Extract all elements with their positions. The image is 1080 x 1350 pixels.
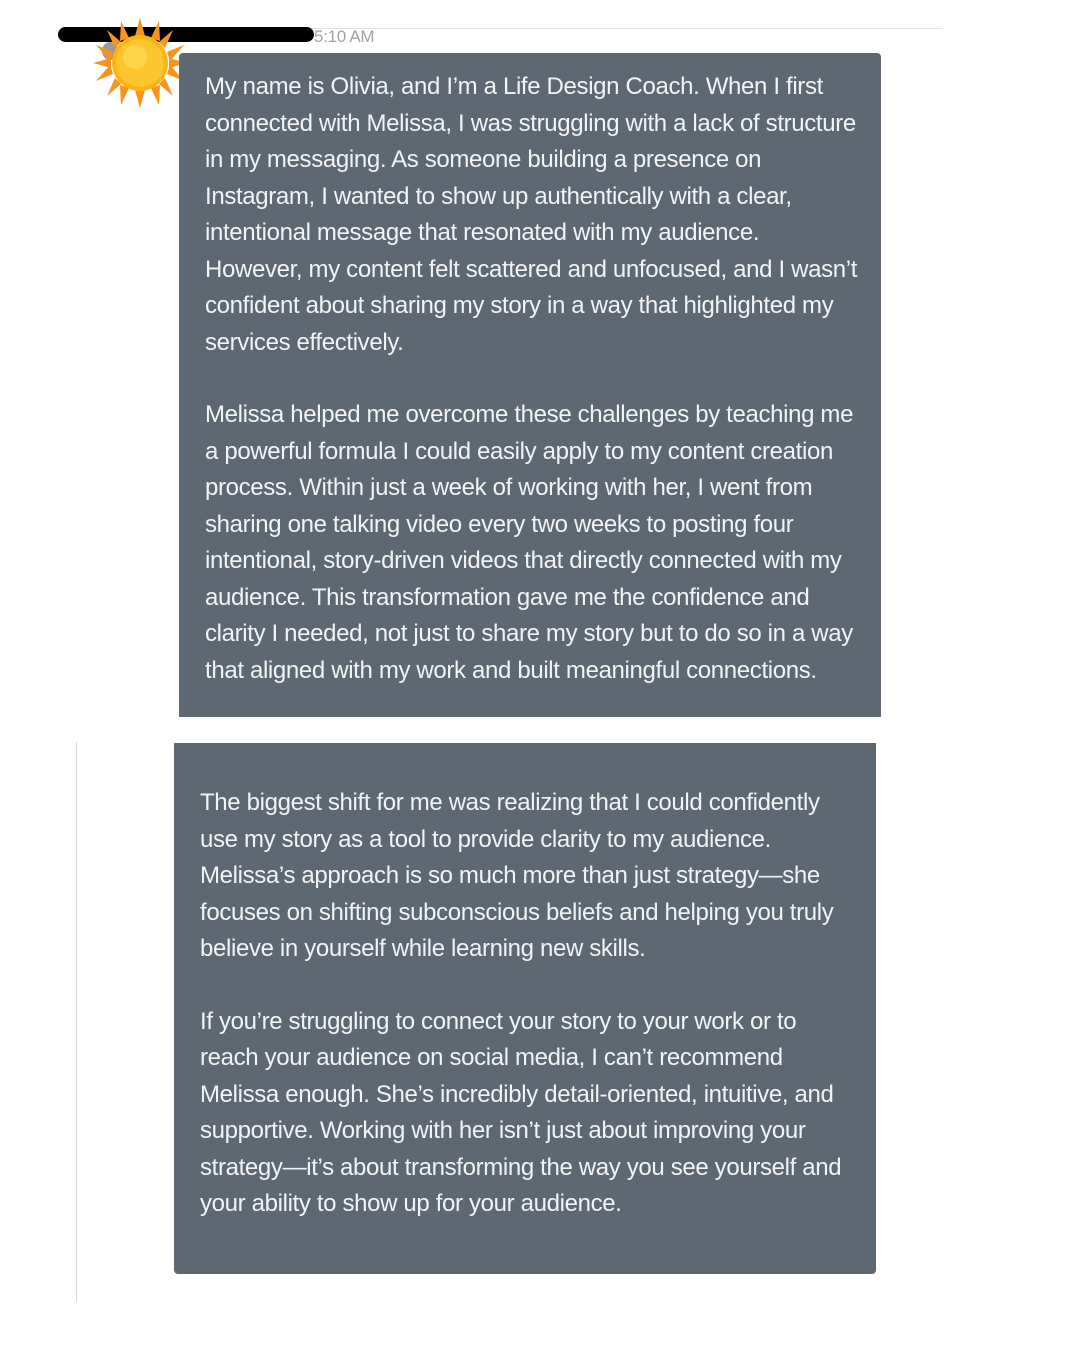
message-paragraph: My name is Olivia, and I’m a Life Design Coach. When I first connected with Melissa, I was struggling with a lack of structure in my messaging. As someone building a presence on Instagram, I wanted to show up authentically with a clear, intentional message that resonated with my audience. However, my content felt scattered and unfocused, and I wasn’t confident about sharing my story in a way that highlighted my services effectively. [205, 73, 858, 356]
header-divider [300, 28, 943, 29]
message-bubble [174, 743, 876, 1274]
sun-sticker-icon [93, 18, 187, 108]
message-timestamp: 5:10 AM [314, 27, 375, 46]
message-bubble [179, 53, 881, 717]
message-paragraph: If you’re struggling to connect your story to your work or to reach your audience on social media, I can’t recommend Melissa enough. She’s incredibly detail-oriented, intuitive, and supportive. Working with her isn’t just about improving your strategy—it’s about transforming the way you see yourself and your ability to show up for your audience. [200, 1007, 842, 1217]
message-paragraph: Melissa helped me overcome these challenges by teaching me a powerful formula I could easily apply to my content creation process. Within just a week of working with her, I went from sharing one talking video every two weeks to posting four intentional, story-driven videos that directly connected with my audience. This transformation gave me the confidence and clarity I needed, not just to share my story but to do so in a way that aligned with my work and built meaningful connections. [205, 401, 854, 684]
message-paragraph: The biggest shift for me was realizing that I could confidently use my story as a tool to provide clarity to my audience. Melissa’s approach is so much more than just strategy—she focuses on shifting subconscious beliefs and helping you truly believe in yourself while learning new skills. [200, 789, 834, 962]
thread-divider [76, 742, 77, 1302]
